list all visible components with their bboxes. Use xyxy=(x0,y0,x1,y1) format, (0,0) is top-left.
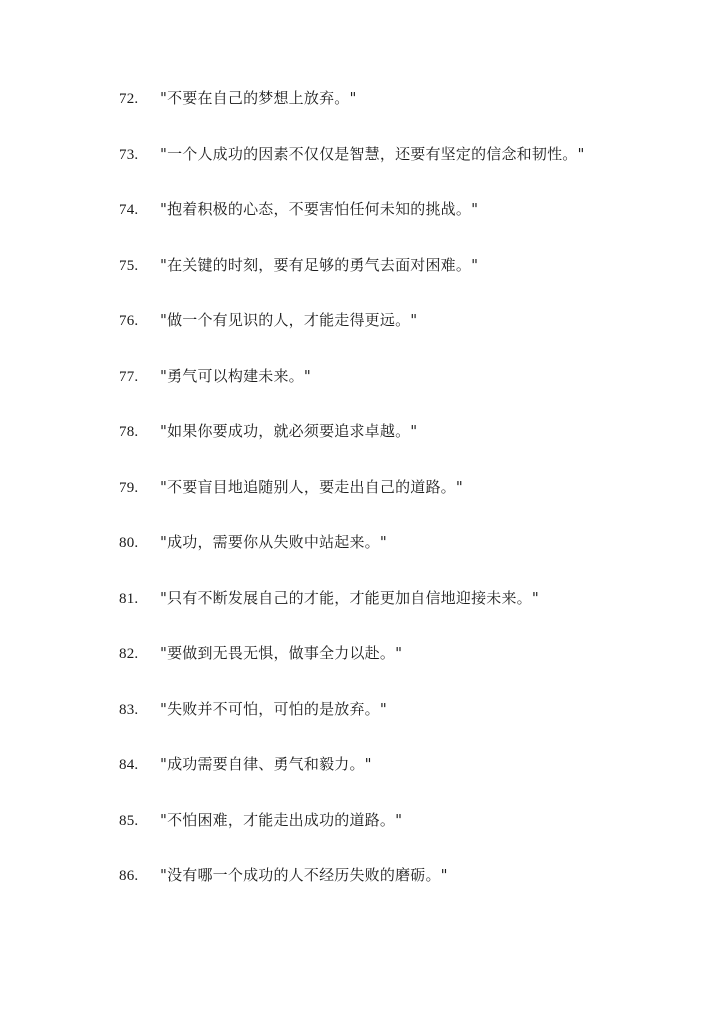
quote-number: 76. xyxy=(119,313,139,329)
quote-item xyxy=(119,419,699,475)
quote-item xyxy=(119,197,699,253)
quote-number: 81. xyxy=(119,590,139,607)
quote-text: "只有不断发展自己的才能，才能更加自信地迎接未来。" xyxy=(159,588,539,607)
quote-number: 82. xyxy=(119,646,139,662)
quote-number: 73. xyxy=(119,146,139,163)
quote-text: "成功，需要你从失败中站起来。" xyxy=(159,533,387,551)
quote-text: "一个人成功的因素不仅仅是智慧，还要有坚定的信念和韧性。" xyxy=(159,144,585,163)
quote-item xyxy=(119,253,699,309)
quote-item xyxy=(119,308,699,364)
quote-item xyxy=(119,586,699,642)
quote-text: "要做到无畏无惧，做事全力以赴。" xyxy=(159,644,403,662)
quote-number: 75. xyxy=(119,257,139,274)
quote-text: "不要在自己的梦想上放弃。" xyxy=(159,89,357,107)
quote-number: 77. xyxy=(119,368,139,385)
quote-text: "在关键的时刻，要有足够的勇气去面对困难。" xyxy=(159,255,479,274)
quote-list xyxy=(119,86,699,919)
quote-item xyxy=(119,641,699,697)
quote-number: 84. xyxy=(119,757,139,773)
quote-item xyxy=(119,364,699,420)
quote-item xyxy=(119,530,699,586)
quote-number: 74. xyxy=(119,202,139,218)
quote-item xyxy=(119,475,699,531)
quote-text: "不要盲目地追随别人，要走出自己的道路。" xyxy=(159,477,463,496)
quote-item xyxy=(119,808,699,864)
quote-item xyxy=(119,863,699,919)
quote-number: 78. xyxy=(119,424,139,440)
quote-text: "抱着积极的心态，不要害怕任何未知的挑战。" xyxy=(159,200,479,218)
quote-text: "失败并不可怕，可怕的是放弃。" xyxy=(159,699,387,718)
quote-text: "成功需要自律、勇气和毅力。" xyxy=(159,755,372,773)
quote-text: "勇气可以构建未来。" xyxy=(159,366,311,385)
quote-text: "没有哪一个成功的人不经历失败的磨砺。" xyxy=(159,866,448,884)
quote-item xyxy=(119,697,699,753)
quote-item xyxy=(119,752,699,808)
quote-text: "做一个有见识的人，才能走得更远。" xyxy=(159,311,418,329)
quote-text: "不怕困难，才能走出成功的道路。" xyxy=(159,810,403,829)
quote-number: 85. xyxy=(119,812,139,829)
quote-number: 83. xyxy=(119,701,139,718)
quote-number: 72. xyxy=(119,91,139,107)
quote-number: 86. xyxy=(119,868,139,884)
quote-item xyxy=(119,86,699,142)
quote-number: 79. xyxy=(119,479,139,496)
quote-number: 80. xyxy=(119,535,139,551)
quote-item xyxy=(119,142,699,198)
quote-text: "如果你要成功，就必须要追求卓越。" xyxy=(159,422,418,440)
